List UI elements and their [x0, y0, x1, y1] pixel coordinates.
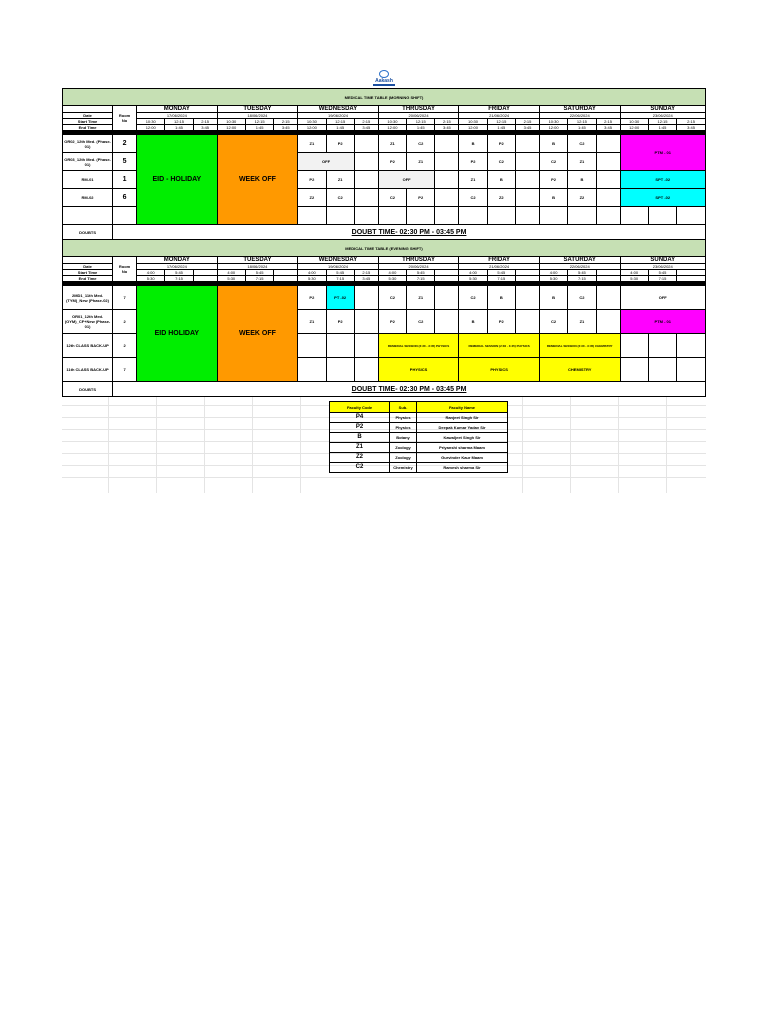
day-wednesday: WEDNESDAY	[298, 106, 379, 113]
room-number: 6	[113, 189, 137, 207]
monday-holiday: EID - HOLIDAY	[137, 135, 218, 225]
logo-emblem-icon	[379, 70, 389, 78]
table-row: 12th CLASS BACK-UP 2 REMEDIAL SESSION (2:30 - 3:45) PHYSICS REMEDIAL SESSION (2:30 - 3:45) PHYSICS REMEDIAL SESSION (2:30 - 3:45) CHEMISTRY	[63, 334, 706, 358]
start-time-label: Start Time	[63, 119, 113, 125]
sunday-off: OFF	[620, 286, 705, 310]
tuesday-week-off: WEEK OFF	[217, 286, 298, 382]
table-row: OR02_12th Med. (Phase-01) 2 EID - HOLIDAY WEEK OFF Z1 P2 Z1 C2 B P2 B C2 PTM - 01	[63, 135, 706, 153]
batch-name: 2MD1_11th Med. (TYM)_New (Phase-02)	[63, 286, 113, 310]
doubts-row: DOUBTS DOUBT TIME- 02:30 PM - 03:45 PM	[63, 382, 706, 397]
faculty-row: C2 Chemistry Ramesh sharma Sir	[330, 463, 508, 473]
faculty-row: P2 Physics Deepak Kumar Yadav Sir	[330, 423, 508, 433]
table-row: OR01_12th Med. (OYM)_CF+New (Phase-01) 2 Z1 P2 P2 C2 B P2 C2 Z1 PTM - 01	[63, 310, 706, 334]
table-row: RM-02 6 Z2 C2 C2 P2 C2 Z2 B Z2 SPT -02	[63, 189, 706, 207]
faculty-row: P4 Physics Ranjeet Singh Sir	[330, 413, 508, 423]
timetable-sheet	[62, 68, 706, 493]
batch-name: 12th CLASS BACK-UP	[63, 334, 113, 358]
morning-doubt-time: DOUBT TIME- 02:30 PM - 03:45 PM	[113, 225, 706, 240]
room-number: 2	[113, 310, 137, 334]
day-tuesday: TUESDAY	[217, 106, 298, 113]
table-row: OR03_12th Med. (Phase-01) 5 OFF P2 Z1 P2 C2 C2 Z1	[63, 153, 706, 171]
day-monday: MONDAY	[137, 106, 218, 113]
batch-name: RM-01	[63, 171, 113, 189]
faculty-area	[62, 397, 706, 493]
sunday-ptm: PTM - 01	[620, 310, 705, 334]
table-row: 2MD1_11th Med. (TYM)_New (Phase-02) 7 EID HOLIDAY WEEK OFF P2 PT -02 C2 Z1 C2 B B C2 OFF	[63, 286, 706, 310]
tuesday-week-off: WEEK OFF	[217, 135, 298, 225]
day-saturday: SATURDAY	[539, 106, 620, 113]
batch-name: OR02_12th Med. (Phase-01)	[63, 135, 113, 153]
faculty-row: Z1 Zoology Priyanshi sharma Maam	[330, 443, 508, 453]
faculty-row: B Botany Kawaljeet Singh Sir	[330, 433, 508, 443]
room-number: 5	[113, 153, 137, 171]
thursday-off: OFF	[378, 171, 435, 189]
wednesday-off: OFF	[298, 153, 355, 171]
end-time-label: End Time	[63, 125, 113, 131]
sunday-spt-1: SPT -02	[620, 171, 705, 189]
doubts-row: DOUBTS DOUBT TIME- 02:30 PM - 03:45 PM	[63, 225, 706, 240]
day-friday: FRIDAY	[459, 106, 540, 113]
date-label: Date	[63, 113, 113, 119]
morning-timetable: MEDICAL TIME TABLE (MORNING SHIFT) Room No MONDAY TUESDAY WEDNESDAY THRUSDAY FRIDAY SATURDAY SUNDAY Date 17/06/2024 18/06/2024 19/06/2024 20/06/2024 21/06/2024 22/06/2024 23/06/2024 Start Time 10:30 12:15 2:15 10:30 12:15 2:15 10:30 12:15 2:15 10:30 12:15 2:15 10:30 12:15 2:15 10:30 12:15 2:15 10:30 12:15 2:15 End Time 12:00 1:45 3:45 12:00 1:45 3:45 12:00 1:45 3:45 12:00 1:45 3:45 12:00 1:45 3:45 12:00 1:45 3:45 12:00 1:45 3:45 OR02_12th Med. (Phase-01) 2 EID - HOLIDAY WEEK OFF Z1 P2 Z1 C2 B P2 B C2 PTM - 01 OR03_12th Med. (Phase-01) 5 OFF P2 Z1 P2 C2 C2 Z1 RM-01 1 P2 Z1 OFF Z1 B P2 B SPT -02 RM-02 6 Z2 C2 C2 P2 C2 Z2 B Z2 SPT -02 DOUBTS DOUBT TIME- 02:30 PM - 03:45 PM MEDICAL TIME TABLE (EVENING SHIFT) Room No MONDAY TUESDAY WEDNESDAY THRUSDAY FRIDAY SATURDAY SUNDAY Date 17/06/2024 18/06/2024 19/06/2024 20/06/2024 21/06/2024 22/06/2024 23/06/2024 Start Time 4:00 5:45 4:00 5:45 4:00 5:45 2:15 4:00 5:45 4:00 5:45 4:00 5:45 4:00 5:45 End Time 5:30 7:15 5:30 7:15 5:30 7:15 3:45 5:30 7:15 5:30 7:15 5:30 7:15 5:30 7:15 2MD1_11th Med. (TYM)_New (Phase-02) 7 EID HOLIDAY WEEK OFF P2 PT -02 C2 Z1 C2 B B C2 OFF OR01_12th Med. (OYM)_CF+New (Phase-01) 2 Z1 P2 P2 C2 B P2 C2 Z1 PTM - 01 12th CLASS BACK-UP 2 REMEDIAL SESSION (2:30 - 3:45) PHYSICS REMEDIAL SESSION (2:30 - 3:45) PHYSICS REMEDIAL SESSION (2:30 - 3:45) CHEMISTRY 11th CLASS BACK-UP 7 PHYSICS PHYSICS CHEMISTRY DOUBTS DOUBT TIME- 02:30 PM - 03:45 PM	[62, 88, 706, 397]
room-no-header: Room No	[113, 106, 137, 131]
batch-name: OR01_12th Med. (OYM)_CF+New (Phase-01)	[63, 310, 113, 334]
room-number: 2	[113, 334, 137, 358]
batch-name: OR03_12th Med. (Phase-01)	[63, 153, 113, 171]
room-number: 7	[113, 358, 137, 382]
day-thursday: THRUSDAY	[378, 106, 459, 113]
faculty-row: Z2 Zoology Gurvinder Kaur Maam	[330, 453, 508, 463]
morning-title: MEDICAL TIME TABLE (MORNING SHIFT)	[63, 89, 706, 106]
day-sunday: SUNDAY	[620, 106, 705, 113]
monday-holiday: EID HOLIDAY	[137, 286, 218, 382]
room-no-header: Room No	[113, 257, 137, 282]
evening-title: MEDICAL TIME TABLE (EVENING SHIFT)	[63, 240, 706, 257]
room-number: 2	[113, 135, 137, 153]
batch-name: RM-02	[63, 189, 113, 207]
sunday-spt-2: SPT -02	[620, 189, 705, 207]
aakash-logo: Aakash	[62, 68, 706, 88]
table-row: 11th CLASS BACK-UP 7 PHYSICS PHYSICS CHEMISTRY	[63, 358, 706, 382]
faculty-table: Faculty Code Sub. Faculty Name P4 Physics Ranjeet Singh Sir P2 Physics Deepak Kumar Yadav Sir B Botany Kawaljeet Singh Sir Z1 Zoology Priyanshi sharma Maam Z2 Zoology Gurvinder Kaur Maam C2 Chemistry Ramesh sharma Sir	[329, 401, 508, 473]
evening-doubt-time: DOUBT TIME- 02:30 PM - 03:45 PM	[113, 382, 706, 397]
batch-name: 11th CLASS BACK-UP	[63, 358, 113, 382]
room-number: 1	[113, 171, 137, 189]
room-number: 7	[113, 286, 137, 310]
table-row: RM-01 1 P2 Z1 OFF Z1 B P2 B SPT -02	[63, 171, 706, 189]
sunday-ptm: PTM - 01	[620, 135, 705, 171]
